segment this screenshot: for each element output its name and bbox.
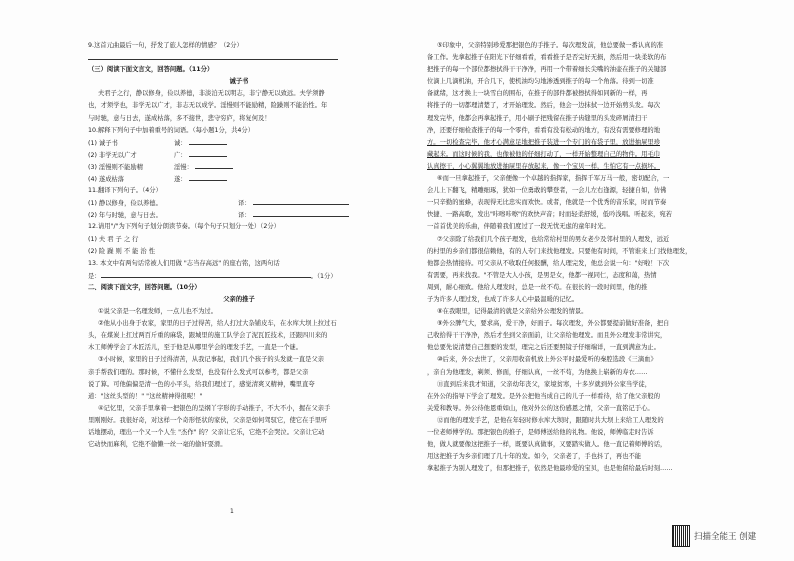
story-line: 里刚刚好。我很好奇，对这样一个奇形怪状的家伙，父亲是如何驾驭它，使它在手里听 [88,416,328,424]
story-line: 用这把推子为乡亲们理了几十年的发。如今，父亲老了，手也抖了，再也不能 [427,453,642,461]
qr-code-icon [672,525,690,547]
story-line: ⑪直到后来我才知道，父亲幼年丧父，家境贫寒，十多岁就到外公家当学徒， [437,380,652,388]
story-line: 一位老师傅学的。那把银色的推子，是师傅送给他的礼物。他说，师傅临走时告诉 [427,429,654,436]
story-line: 的村里的乡亲们都很信赖他，有的人专门来找他理发。只要他有时间，不管谁来上门找他理发， [427,247,692,255]
story-line: ④记忆里，父亲手里拿着一把银色的呈纲丫字形的手动推子，不大不小，握在父亲手 [98,404,331,412]
story-line: 周到，耐心细致。他给人理发时，总是一丝不苟。在很长的一段时间里，他的推 [427,283,648,291]
story-line: ⑫而他的理发手艺，是他在年轻时修水库大坝时，跟随时共大坝上来给工人理发的 [437,416,664,424]
story-line: 一只辛勤的蜜蜂，表现得无比忠实而欢快。或者，他就是一个优秀的音乐家，时而节奏 [427,199,667,207]
question-9: 9.这首元曲最后一句，抒发了旅人怎样的情感？（2分） [88,42,243,49]
question-13: 13. 本文中有两句话常被人们用做 "志当存高远" 的座右铭，这两句话 [88,259,280,267]
question-11: 11.翻译下列句子。（4分） [88,187,162,195]
story-line: 说了算。可他偏偏是清一色的小平头，给我们理过了，感觉清爽又精神，嘴里直夸 [88,380,315,388]
story-line: 他都会热情接待。可父亲从不收取任何报酬，给人理完发，他总会说一句："好啦！下次 [427,259,670,267]
q12-item: (2) 险 躁 则 不 能 治 性 [88,247,156,255]
q10-item: (1) 诚子书 诚： [88,137,390,149]
story-line: ⑩后来，外公去世了，父亲用收音机放上外公平时最爱听的秦腔选段《三滴血》 [437,356,657,364]
story-line: 备就绪，这才换上一块雪白的围布，在推子的部件都被擦拭得如同新的一样，再 [427,90,648,98]
page-number: 1 [230,508,234,515]
scanner-watermark [672,522,782,550]
story-line: 道："这丝头型的！" "这丝精神得很呢！" [88,392,203,400]
question-12: 12.请用"/"为下列句子划分朗读节奏。（每个句子只划分一处）（2分） [88,223,280,231]
q12-item: (1) 夫 君 子 之 行 [88,235,139,243]
story-line: ③小时候，家里的日子过得清苦，从我记事起，我们几个孩子的头发就一直是父亲 [98,356,325,364]
q10-item: (2) 非学无以广才 广： [88,149,390,161]
essay-line: 也，才须学也，非学无以广才，非志无以成学。淫慢则不能励精，险躁则不能治性。年 [88,102,328,110]
story-line: ⑧在我眼里，记得最清的就是父亲给外公理发的情景。 [437,308,588,316]
section-3-title: （三）阅读下面文言文，回答问题。（11分） [88,66,214,74]
question-13-cont: 是： 。（1分） [88,270,390,282]
story-line: 话地摆动，理出一个又一个人生 "杰作" 的？父亲让它乐，它绝不会哭泣。父亲让它动 [88,429,325,436]
story-title: 父亲的推子 [223,295,255,303]
story-line: 他，做人就要像这把推子一样，既要认真做事，又要踏实做人。他一直记着师傅的话， [427,441,667,449]
story-line: 它动快而麻利，它绝不偷懒一丝一毫的偷奸耍滑。 [88,441,227,449]
question-10: 10.解释下列句子中加着重号的词语。（每小题1分，共4分） [88,126,255,134]
essay-title: 诫子书 [229,78,249,86]
story-line: 亲手帮我们理的。那时候，不懂什么发型，也没有什么发式可以参考，都是父亲 [88,368,309,376]
story-line: 在外公的指导下学会了理发。是外公把他当成自己的儿子一样看待，给了他父亲般的 [427,392,660,400]
story-line: ⑤印象中，父亲特别珍爱那把银色的手推子。每次理发前，他总要做一番认真的准 [437,42,664,49]
story-line: 把推子的每一个部位都擦拭得干干净净，再用一个带着细长尖嘴的油壶在推子的关键部 [427,66,667,74]
q11-item: (1) 静以修身，俭以养德。 译： [88,197,390,209]
q10-item: (4) 遂成枯落 遂： [88,173,390,185]
right-column [427,40,735,475]
left-column [88,40,390,451]
watermark-label: 扫描全能王 创建 [694,532,757,542]
story-line-underlined: 藏起来。而这时候的我，也像被他的仔细打动了，一样开始整理自己的物件。用毛巾 [427,150,660,158]
story-line: 有需要，再来找我。"不管是大人小孩，是男是女，他都一视同仁，态度和蔼，热情 [427,271,657,279]
story-line: ，亲自为他理发，剃须、修面，仔细认真，一丝不苟，为他换上崭新的寿衣…… [427,368,648,376]
story-line: 头，在煤炭上扛过两百斤重的麻袋，跟城里的施工队学会了泥瓦匠技术，还跟四川来的 [88,332,328,340]
story-line-underlined: 认真擦干，小心翼翼地放进抽屉里存放起来，像一个宝贝一样，生怕它有一点损坏。 [427,162,660,170]
story-line: 他总要先说清楚自己想要的发型，理完之后还要照镜子仔细端详，一直到满意为止。 [427,344,660,352]
essay-line: 夫君子之行，静以修身，俭以养德，非淡泊无以明志，非宁静无以致远。夫学须静 [98,90,325,98]
story-line: 一首首优美的乐曲，伴随着我们度过了一段无忧无虑的童年时光。 [427,223,610,231]
story-line: ⑥而一旦拿起推子，父亲便像一个卓越的指挥家，指挥千军万马一般，密切配合，一 [437,175,670,183]
story-line: 备工作。先拿起推子在阳光下仔细看看，看看推子是否完好无损，然后用一块柔软的布 [427,54,667,62]
story-line: 理发完毕，他都会再拿起推子，用小刷子把残留在推子齿缝里的头发碎屑清扫干 [427,114,648,122]
story-line-underlined: 方。一切检查完毕，他才心满意足地把推子装进一个专门的布袋子里，放进抽屉里珍 [427,138,660,146]
story-line: 木工师傅学会了木匠活儿，至于他是从哪里学会的理发手艺，一直是一个谜。 [88,344,303,352]
story-line: 会儿上下翻飞，精雕细琢，犹如一位勇敢的攀登者，一会儿左右逢源，轻捷自如，仿佛 [427,187,667,195]
story-line: ①说父亲是一名理发师，一点儿也不为过。 [98,308,217,316]
story-line: ⑦父亲除了给我们几个孩子理发，也给常给村里的男女老少及邻村里的人理发，远近 [437,235,670,243]
story-line: 关爱和教导。外公待他恩重如山，他对外公的这份感恩之情，父亲一直铭记于心。 [427,404,654,412]
story-line: 位滴上几滴机油，开合几下，使机油均匀地渗透到推子的每一个角落。待到一切准 [427,78,654,86]
story-line: ②他从小出身于农家，家里的日子过得苦，给人打过大杂铺皮车，在水库大坝上拉过石 [98,320,337,328]
story-line: 净，还要仔细检查推子的每一个零件，看看有没有松动的地方，有没有需要修理的地 [427,126,660,134]
answer-line [88,52,390,64]
q10-item: (3) 淫慢则不能励精 淫慢： [88,161,390,173]
story-line: ⑨外公脾气大，要求高，爱干净，好面子。每次理发，外公都要提前做好准备，把自 [437,320,670,328]
essay-line: 与时驰，意与日去，遂成枯落，多不接世，悲守穷庐，将复何及！ [88,114,271,122]
story-line: 己收拾得干干净净，然后才坐到父亲面前，让父亲给他理发。而且外公理发非常讲究， [427,332,667,340]
q11-item: (2) 年与时驰，意与日去。 译： [88,209,390,221]
story-line: 将推子的一切都理清楚了，才开始理发。然后，他会一边抹拭一边开始剪头发。每次 [427,102,660,110]
story-line: 快捷、一路高歌，发出"咔嚓咔嚓"的欢快声音；时而轻柔舒缓，低吟浅唱。听起来，宛若 [427,211,673,219]
story-line: 拿起推子为别人理发了，但那把推子，依然是他最珍爱的宝贝，也是他留给最后时刻…… [427,465,673,473]
story-line: 子为许多人理过发，也成了许多人心中最温暖的记忆。 [427,295,579,303]
section-2-title: 二、阅读下面文字，回答问题。（10分） [88,283,201,291]
